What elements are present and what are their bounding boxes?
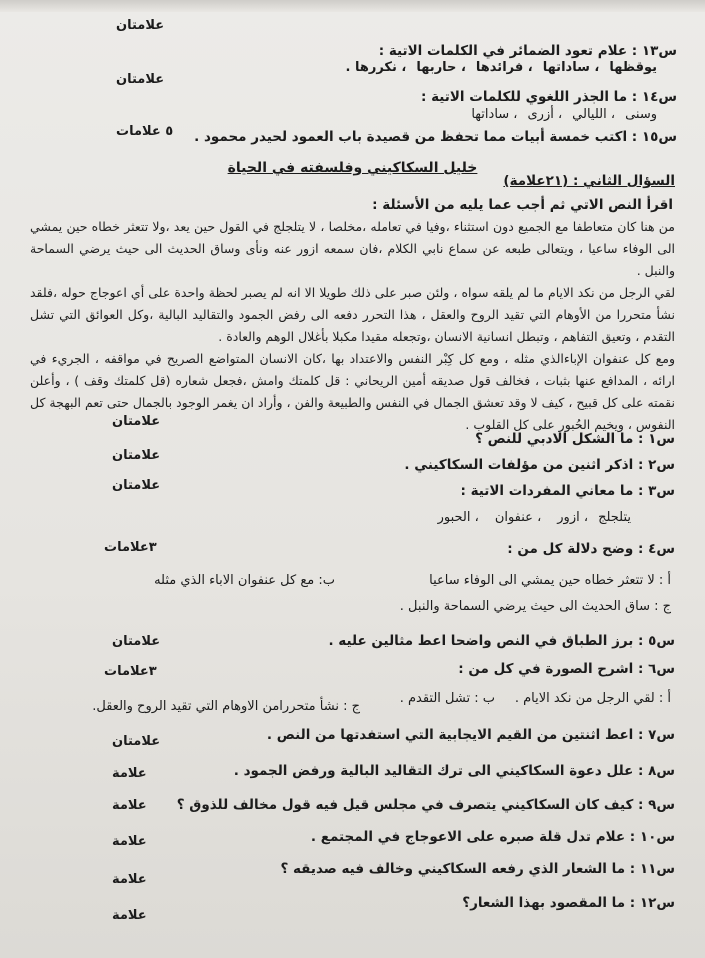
q3-words: يتلجلج، ازور، عنفوان، الحبور — [437, 510, 631, 525]
q14-word: أزرى — [527, 107, 554, 122]
q3-word: ازور — [557, 510, 580, 525]
q6-marks: ٣علامات — [104, 664, 157, 679]
q14-word: وسنى — [625, 107, 657, 122]
q5-text: س٥ : برز الطباق في النص واضحا اعط مثالين عليه . — [328, 633, 675, 649]
q9-text: س٩ : كيف كان السكاكيني يتصرف في مجلس قيل فيه قول مخالف للذوق ؟ — [176, 797, 675, 813]
q14-words: وسنى، الليالي، أزرى، ساداتها — [471, 107, 657, 122]
q6-part-b: ب : تشل التقدم . — [399, 691, 495, 706]
passage-instruction: اقرأ النص الاتي ثم أجب عما يليه من الأسئلة : — [372, 197, 673, 213]
q10-text: س١٠ : علام تدل قلة صبره على الاعوجاج في المجتمع . — [310, 829, 675, 845]
q13-marks: علامتان — [116, 18, 165, 33]
q13-word: حاربها — [416, 60, 457, 75]
q1-text: س١ : ما الشكل الادبي للنص ؟ — [475, 431, 675, 447]
q15-marks: ٥ علامات — [116, 124, 174, 139]
q3-marks: علامتان — [112, 478, 161, 493]
q5-marks: علامتان — [112, 634, 161, 649]
q10-marks: علامة — [112, 834, 147, 849]
passage-paragraph: من هنا كان متعاطفا مع الجميع دون استثناء ،وفيا في تعامله ،مخلصا ، لا يتلجلج في القول حين يعد ،ولا تتعثر خطاه حين يمشي الى الوفاء ساعيا ، ويتعالى طبعه عن سماع نابي الكلام ،فان سمعه ازور عنه ونأى وساق الحديث الى حيث يرضي السماحة والنبل . — [30, 219, 675, 278]
q3-text: س٣ : ما معاني المفردات الاتية : — [460, 483, 675, 499]
q4-text: س٤ : وضح دلالة كل من : — [507, 541, 675, 557]
q6-text: س٦ : اشرح الصورة في كل من : — [458, 661, 675, 677]
q7-text: س٧ : اعط اثنتين من القيم الايجابية التي استفدتها من النص . — [266, 727, 675, 743]
q11-marks: علامة — [112, 872, 147, 887]
part2-heading: السؤال الثاني : (٢١علامة) — [503, 173, 675, 189]
q9-marks: علامة — [112, 798, 147, 813]
q14-word: ساداتها — [471, 107, 510, 122]
q13-words: يوقظها، ساداتها، فرائدها، حاربها، نكررها . — [345, 60, 657, 75]
q8-marks: علامة — [112, 766, 147, 781]
q3-word: يتلجلج — [598, 510, 631, 525]
q4-part-a: أ : لا تتعثر خطاه حين يمشي الى الوفاء ساعيا — [429, 573, 671, 588]
q13-word: نكررها . — [345, 60, 397, 75]
q4-part-c: ج : ساق الحديث الى حيث يرضي السماحة والنبل . — [399, 599, 671, 614]
q12-marks: علامة — [112, 908, 147, 923]
q2-marks: علامتان — [112, 448, 161, 463]
passage-paragraph: لقي الرجل من نكد الايام ما لم يلقه سواه ، ولئن صبر على ذلك طويلا الا انه لم يصبر لحظة واحدة على أي اعوجاج حوله ،فلقد نشأ متحررا من الأوهام التي تقيد الروح والعقل ، هذا التحرر دفعه الى رفض الجمود والتقاليد البالية ،وكل العوائق التي تشل التقدم ، وتعيق التفاهم ، وتبطل انسانية الانسان ،وتجعله مقيدا مكبلا بأغلال الوهم والعادة . — [30, 285, 675, 344]
q14-word: الليالي — [572, 107, 607, 122]
passage-title: خليل السكاكيني وفلسفته في الحياة — [227, 160, 478, 176]
q3-word: عنفوان — [494, 510, 533, 525]
q13-text: س١٣ : علام تعود الضمائر في الكلمات الاتية : — [378, 43, 677, 59]
q4-marks: ٣علامات — [104, 540, 157, 555]
q2-text: س٢ : اذكر اثنين من مؤلفات السكاكيني . — [404, 457, 675, 473]
page-top-edge — [0, 0, 705, 12]
q12-text: س١٢ : ما المقصود بهذا الشعار؟ — [462, 895, 675, 911]
q4-part-b: ب: مع كل عنفوان الاباء الذي مثله — [154, 573, 335, 588]
q8-text: س٨ : علل دعوة السكاكيني الى ترك التقاليد البالية ورفض الجمود . — [233, 763, 675, 779]
q15-text: س١٥ : اكتب خمسة أبيات مما تحفظ من قصيدة باب العمود لحيدر محمود . — [194, 129, 677, 145]
q3-word: الحبور — [437, 510, 471, 525]
q13-word: ساداتها — [542, 60, 590, 75]
q11-text: س١١ : ما الشعار الذي رفعه السكاكيني وخالف فيه صديقه ؟ — [280, 861, 675, 877]
q14-text: س١٤ : ما الجذر اللغوي للكلمات الاتية : — [421, 89, 677, 105]
q13-word: فرائدها — [475, 60, 524, 75]
q14-marks: علامتان — [116, 72, 165, 87]
q6-part-c: ج : نشأ متحررامن الاوهام التي تقيد الروح والعقل. — [92, 699, 360, 714]
q13-word: يوقظها — [609, 60, 657, 75]
q7-marks: علامتان — [112, 734, 161, 749]
passage-paragraph: ومع كل عنفوان الإباءالذي مثله ، ومع كل كِبْر النفس والاعتداد بها ،كان الانسان المتواضع الصريح في مواقفه ، الجريء في ارائه ، المدافع عنها بثبات ، فخالف قول صديقه أمين الريحاني : قل كلمتك وامش ،فجعل شعاره (قل كلمتك وقف ) ، وأعلن نقمته على كل قبيح ، كيف لا وقد تعشق الجمال في النفس والطبيعة والفن ، وأراد ان يغمر الوجود بالجمال حتى تعم البهجة كل النفوس ، ويخيم الحُبور على كل القلوب . — [30, 351, 675, 432]
q6-part-a: أ : لقي الرجل من نكد الايام . — [514, 691, 671, 706]
q1-marks: علامتان — [112, 414, 161, 429]
